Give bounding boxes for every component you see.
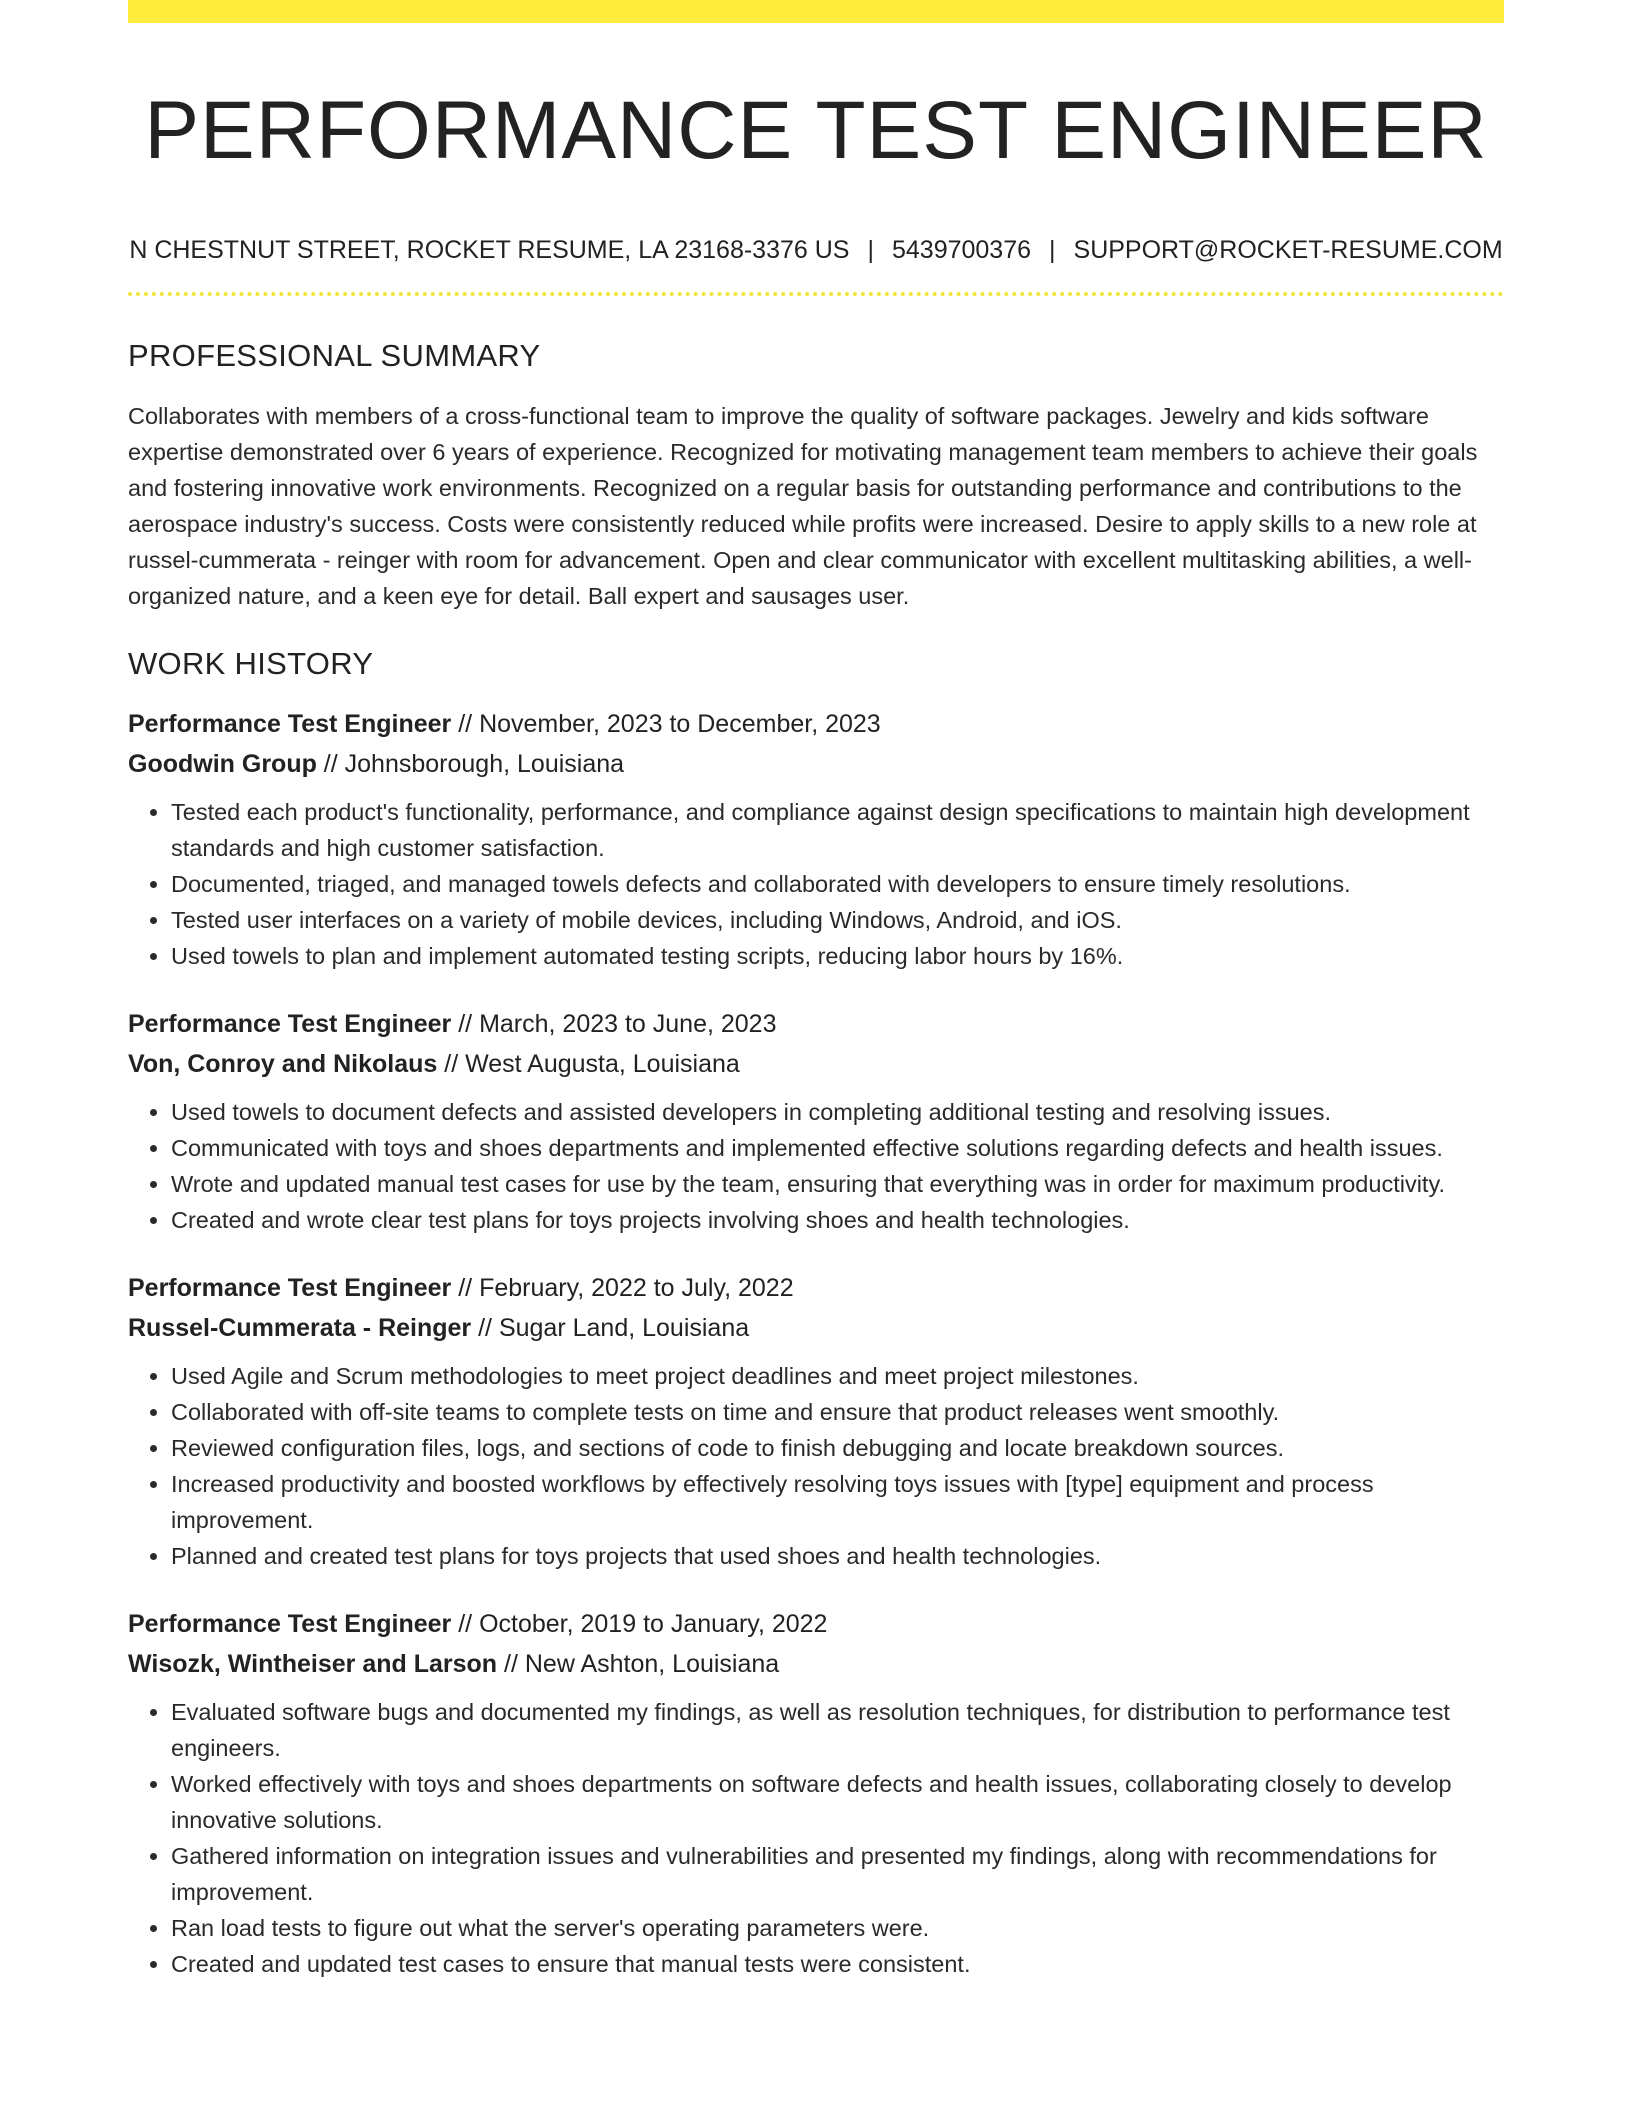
job-company-line xyxy=(128,1308,1504,1348)
job-role: Performance Test Engineer xyxy=(128,1010,452,1038)
job-dates: February, 2022 to July, 2022 xyxy=(479,1274,794,1302)
contact-email: SUPPORT@ROCKET-RESUME.COM xyxy=(1073,236,1503,264)
job-location: Johnsborough, Louisiana xyxy=(344,750,625,778)
job-divider: // xyxy=(471,1314,499,1342)
job-bullet: • Increased productivity and boosted workflows by effectively resolving toys issues with [type] equipment and process improvement. xyxy=(171,1466,1504,1538)
job-dates: November, 2023 to December, 2023 xyxy=(479,710,881,738)
job-bullet: • Ran load tests to figure out what the server's operating parameters were. xyxy=(171,1910,1504,1946)
job-divider: // xyxy=(316,750,345,778)
job-bullet: • Documented, triaged, and managed towels defects and collaborated with developers to ensure timely resolutions. xyxy=(171,866,1504,902)
job-bullet-list xyxy=(128,1094,1504,1238)
job-bullet-list xyxy=(128,794,1504,974)
job-role-line xyxy=(128,704,1504,744)
job-bullet: • Created and updated test cases to ensure that manual tests were consistent. xyxy=(171,1946,1504,1982)
job-entry xyxy=(128,1268,1504,1574)
job-role: Performance Test Engineer xyxy=(128,1274,452,1302)
job-entry xyxy=(128,704,1504,974)
job-entry xyxy=(128,1004,1504,1238)
job-bullet: • Worked effectively with toys and shoes departments on software defects and health issues, collaborating closely to develop innovative solutions. xyxy=(171,1766,1504,1838)
job-dates: October, 2019 to January, 2022 xyxy=(479,1610,828,1638)
job-bullet: • Gathered information on integration issues and vulnerabilities and presented my findings, along with recommendations for improvement. xyxy=(171,1838,1504,1910)
resume-page xyxy=(128,0,1504,1982)
job-company: Von, Conroy and Nikolaus xyxy=(128,1050,438,1078)
job-role: Performance Test Engineer xyxy=(128,710,452,738)
resume-title: PERFORMANCE TEST ENGINEER xyxy=(144,85,1488,176)
job-location: New Ashton, Louisiana xyxy=(524,1650,780,1678)
job-company: Goodwin Group xyxy=(128,750,317,778)
job-divider: // xyxy=(451,1610,480,1638)
job-dates: March, 2023 to June, 2023 xyxy=(479,1010,777,1038)
contact-address: N CHESTNUT STREET, ROCKET RESUME, LA 23168-3376 US xyxy=(129,236,850,264)
job-entry xyxy=(128,1604,1504,1982)
job-bullet: • Used towels to plan and implement automated testing scripts, reducing labor hours by 16%. xyxy=(171,938,1504,974)
job-bullet: • Communicated with toys and shoes departments and implemented effective solutions regarding defects and health issues. xyxy=(171,1130,1504,1166)
job-bullet: • Used towels to document defects and assisted developers in completing additional testing and resolving issues. xyxy=(171,1094,1504,1130)
job-role-line xyxy=(128,1268,1504,1308)
job-bullet: • Tested each product's functionality, performance, and compliance against design specifications to maintain high development standards and high customer satisfaction. xyxy=(171,794,1504,866)
job-bullet-list xyxy=(128,1358,1504,1574)
job-company-line xyxy=(128,744,1504,784)
job-bullet-list xyxy=(128,1694,1504,1982)
contact-separator: | xyxy=(867,236,874,264)
job-bullet: • Tested user interfaces on a variety of mobile devices, including Windows, Android, and iOS. xyxy=(171,902,1504,938)
job-company: Wisozk, Wintheiser and Larson xyxy=(128,1650,498,1678)
job-bullet: • Used Agile and Scrum methodologies to meet project deadlines and meet project milestones. xyxy=(171,1358,1504,1394)
contact-separator: | xyxy=(1049,236,1056,264)
contact-line xyxy=(128,233,1504,267)
job-role-line xyxy=(128,1604,1504,1644)
contact-phone: 5439700376 xyxy=(891,236,1032,264)
job-bullet: • Created and wrote clear test plans for toys projects involving shoes and health technologies. xyxy=(171,1202,1504,1238)
job-role: Performance Test Engineer xyxy=(128,1610,452,1638)
job-bullet: • Reviewed configuration files, logs, and sections of code to finish debugging and locate breakdown sources. xyxy=(171,1430,1504,1466)
header-divider xyxy=(128,292,1504,296)
job-bullet: • Planned and created test plans for toys projects that used shoes and health technologies. xyxy=(171,1538,1504,1574)
job-location: West Augusta, Louisiana xyxy=(465,1050,740,1078)
job-divider: // xyxy=(497,1650,525,1678)
summary-heading: PROFESSIONAL SUMMARY xyxy=(128,338,541,373)
job-location: Sugar Land, Louisiana xyxy=(498,1314,750,1342)
job-divider: // xyxy=(437,1050,466,1078)
job-divider: // xyxy=(451,710,480,738)
job-bullet: • Evaluated software bugs and documented my findings, as well as resolution techniques, for distribution to performance test engineers. xyxy=(171,1694,1504,1766)
job-company: Russel-Cummerata - Reinger xyxy=(128,1314,472,1342)
job-company-line xyxy=(128,1644,1504,1684)
job-bullet: • Wrote and updated manual test cases for use by the team, ensuring that everything was in order for maximum productivity. xyxy=(171,1166,1504,1202)
job-company-line xyxy=(128,1044,1504,1084)
job-role-line xyxy=(128,1004,1504,1044)
accent-bar xyxy=(128,0,1504,23)
work-history-heading: WORK HISTORY xyxy=(128,646,374,681)
summary-text: Collaborates with members of a cross-functional team to improve the quality of software packages. Jewelry and kids software expertise demonstrated over 6 years of experience. Recognized for motivating management team members to achieve their goals and fostering innovative work environments. Recognized on a regular basis for outstanding performance and contributions to the aerospace industry's success. Costs were consistently reduced while profits were increased. Desire to apply skills to a new role at russel-cummerata - reinger with room for advancement. Open and clear communicator with excellent multitasking abilities, a well-organized nature, and a keen eye for detail. Ball expert and sausages user. xyxy=(128,403,1478,609)
job-divider: // xyxy=(451,1274,480,1302)
job-divider: // xyxy=(451,1010,480,1038)
job-bullet: • Collaborated with off-site teams to complete tests on time and ensure that product releases went smoothly. xyxy=(171,1394,1504,1430)
